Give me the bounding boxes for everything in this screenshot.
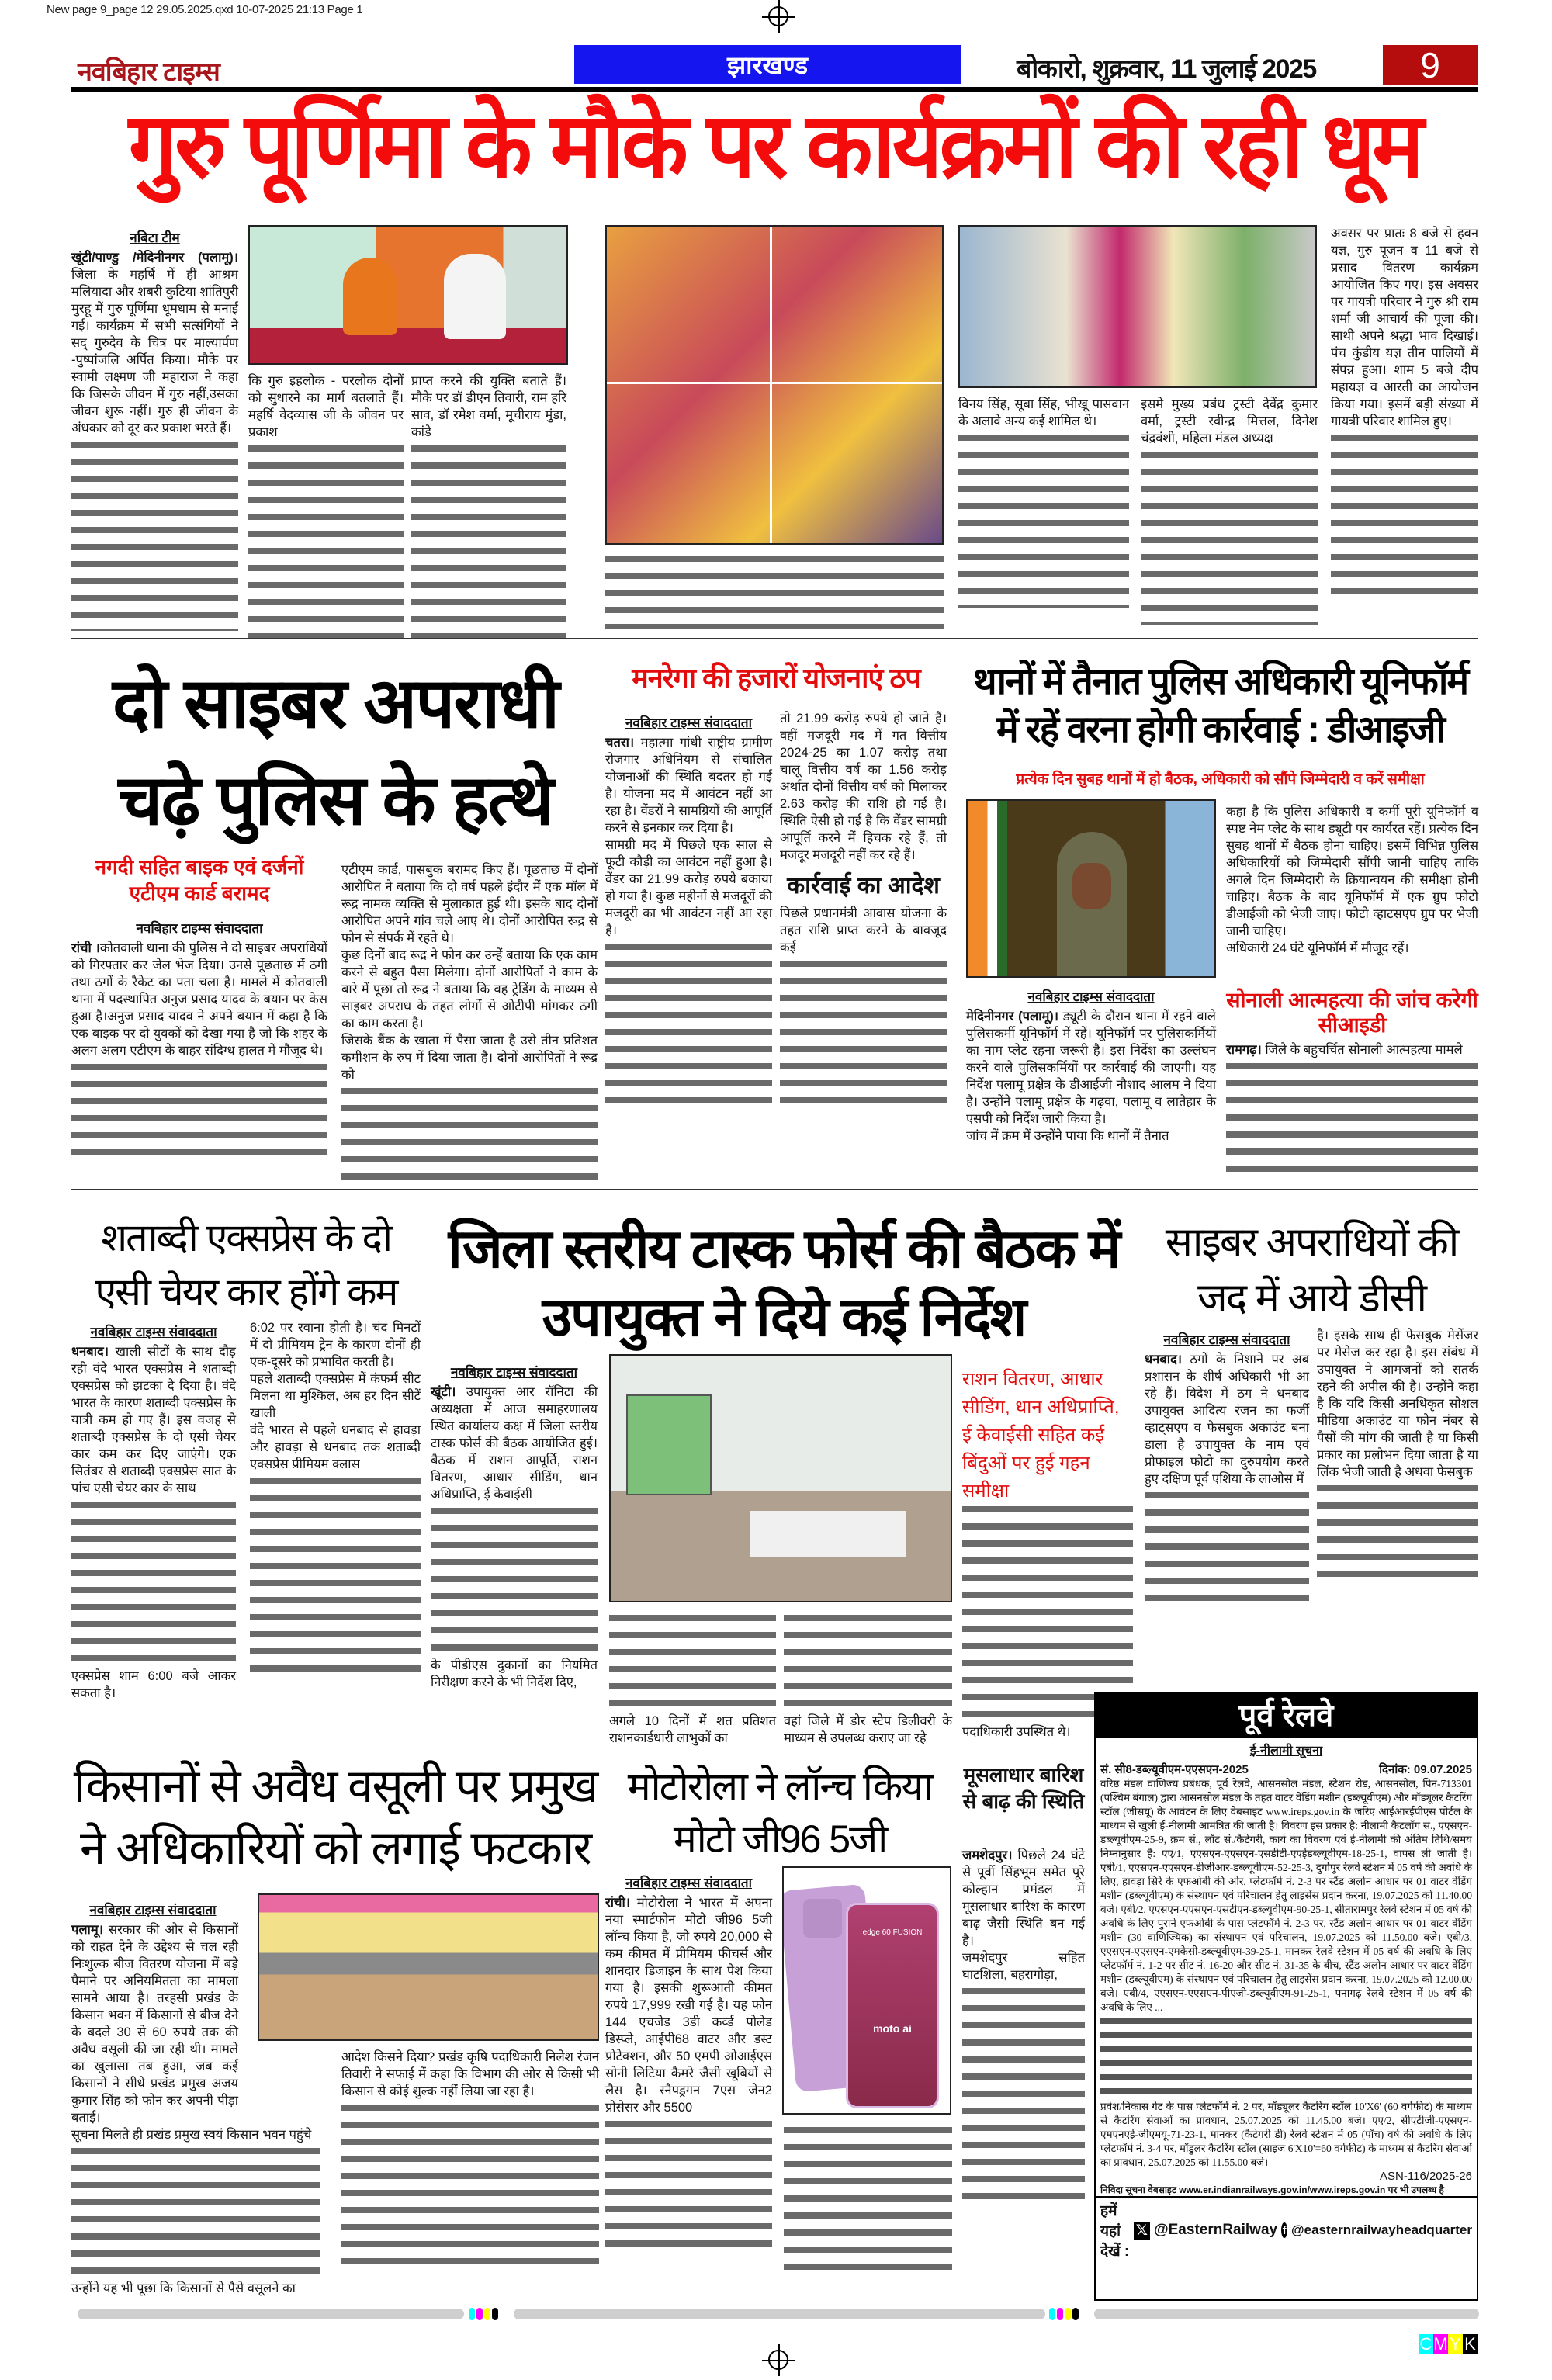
photo-taskforce-meeting <box>609 1354 952 1602</box>
railway-social-row <box>1096 2198 1477 2263</box>
mgnrega-subhead: कार्रवाई का आदेश <box>787 873 940 899</box>
sonali-subhead: सोनाली आत्महत्या की जांच करेगी सीआइडी <box>1226 989 1478 1037</box>
shatabdi-article-col2 <box>250 1319 421 1678</box>
paragraph: उपायुक्त आर रॉनिटा की अध्यक्षता में आज समाहरणालय स्थित कार्यालय कक्ष में जिला स्तरीय टास्क फोर्स की बैठक आयोजित हुई। बैठक में राशन आपूर्ति, राशन वितरण, आधार सीडिंग, धान अधिप्राप्ति, ई केवाईसी <box>431 1385 598 1502</box>
mgnrega-article-col2 <box>780 710 947 1110</box>
guru-article-col5 <box>1141 396 1318 625</box>
paragraph: पिछले 24 घंटे से पूर्वी सिंहभूम समेत पूरे कोल्हान प्रमंडल में मूसलाधार बारिश के कारण बाढ़ जैसी स्थिति बन गई है। <box>962 1848 1085 1948</box>
cmyk-k: K <box>1463 2334 1478 2354</box>
railway-subtitle: ई-नीलामी सूचना <box>1249 1744 1323 1758</box>
registration-mark-icon <box>768 2350 788 2370</box>
mgnrega-headline: मनरेगा की हजारों योजनाएं ठप <box>632 662 920 694</box>
text-lines <box>605 2116 772 2253</box>
paragraph: एटीएम कार्ड, पासबुक बरामद किए हैं। पूछताछ में दोनों आरोपित ने बताया कि दो वर्ष पहले इंदौर में एक मॉल में रूद्र नामक व्यक्ति से मुलाकात हुई थी। इसके बाद दोनों आरोपित अपने गांव चले आए थे। दोनों आरोपित रूद्र से फोन से संपर्क में रहते थे। <box>341 863 598 945</box>
paragraph: है। इसके साथ ही फेसबुक मेसेंजर पर मेसेज कर रहा है। इस संबंध में उपायुक्त ने आमजनों को सतर्क रहने की अपील की है। उन्होंने कहा है कि यदि किसी अनधिकृत सोशल मीडिया अकाउंट या फोन नंबर से पैसों की मांग की जाती है या किसी प्रकार का प्रलोभन दिया जाता है या लिंक भेजी जाती है अथवा फेसबुक <box>1317 1329 1478 1479</box>
section-divider <box>71 638 1478 639</box>
facebook-logo-icon: f <box>1282 2223 1287 2237</box>
byline: नवबिहार टाइम्स संवाददाता <box>136 921 263 936</box>
guru-article-col4 <box>958 396 1129 608</box>
cmyk-y: Y <box>1448 2334 1463 2354</box>
dateline-place: पलामू। <box>71 1923 103 1937</box>
phone-brand-text: edge 60 FUSION <box>862 1928 923 1937</box>
mgnrega-article-col1 <box>605 710 772 1110</box>
paragraph: आदेश किसने दिया? प्रखंड कृषि पदाधिकारी निलेश रंजन तिवारी ने सफाई में कहा कि विभाग की ओर से किसी भी किसान से कोई शुल्क नहीं लिया जा रहा है। <box>341 2050 599 2098</box>
text-lines <box>609 1610 776 1713</box>
motorola-headline: मोटोरोला ने लॉन्च किया मोटो जी96 5जी <box>627 1765 933 1861</box>
paragraph: जिसके बैंक के खाता में पैसा जाता है उसे तीन प्रतिशत कमीशन के रुप में दिया जाता है। दोनों आरोपितों ने रूद्र को <box>341 1034 598 1082</box>
byline: नबिटा टीम <box>130 230 180 245</box>
text-lines <box>780 956 947 1110</box>
paragraph: वहां जिले में डोर स्टेप डिलीवरी के माध्यम से उपलब्ध कराए जा रहे <box>784 1714 952 1745</box>
paragraph: सामग्री मद में पिछले एक साल से फूटी कौड़ी का आवंटन नहीं हुआ है। वेंडर का 21.99 करोड़ रुपये बकाया हो गया है। कुछ महीनों से मजदूरों की मजदूरी का भी आवंटन नहीं आ रहा है। <box>605 838 772 937</box>
page-number: 9 <box>1383 45 1478 85</box>
dig-article-col1 <box>966 984 1216 1145</box>
newspaper-name: नवबिहार टाइम्स <box>78 57 220 87</box>
cmyk-dots <box>1049 2308 1080 2324</box>
flood-article <box>962 1847 1085 2205</box>
paragraph: खाली सीटों के साथ दौड़ रही वंदे भारत एक्सप्रेस ने शताब्दी एक्सप्रेस को झटका दे दिया है। वंदे भारत के कारण शताब्दी एक्सप्रेस के यात्री कम हो गए हैं। इस वजह से शताब्दी एक्सप्रेस के दो एसी चेयर कार कम कर दिए जाएंगे। एक सितंबर से शताब्दी एक्सप्रेस सात के पांच एसी चेयर कार के साथ <box>71 1345 236 1495</box>
registration-mark-icon <box>768 6 788 26</box>
x-handle[interactable]: @EasternRailway <box>1154 2222 1278 2238</box>
taskforce-article-col2 <box>609 1610 776 1747</box>
text-lines <box>341 1083 598 1186</box>
cmyk-dots <box>469 2308 500 2324</box>
paragraph: कुछ दिनों बाद रूद्र ने फोन कर उन्हें बताया कि एक काम करने से बहुत पैसा मिलेगा। दोनों आरोपितों ने काम के बारे में पूछा तो रूद्र ने बताया कि वह ट्रेडिंग के माध्यम से साइबर अपराध के तहत लोगों से ओटीपी मांगकर ठगी का काम करता है। <box>341 948 598 1031</box>
dateline: बोकारो, शुक्रवार, 11 जुलाई 2025 <box>1017 54 1316 84</box>
paragraph: ठगों के निशाने पर अब प्रशासन के शीर्ष अधिकारी भी आ रहे हैं। विदेश में ठग ने धनबाद उपायुक्त आदित्य रंजन का फर्जी व्हाट्सएप व फेसबुक अकाउंट बना डाला है उपायुक्त के नाम एवं प्रोफाइल फोटो का दुरुपयोग करते हुए दक्षिण पूर्व एशिया के लाओस में <box>1145 1353 1309 1486</box>
dateline-place: रांची। <box>605 1896 631 1910</box>
section-label: झारखण्ड <box>574 45 961 84</box>
dateline-place: रामगढ़। <box>1226 1043 1262 1057</box>
cyber-article-col1 <box>71 916 327 1162</box>
taskforce-article-col1 <box>431 1360 598 1691</box>
text-lines <box>1100 2015 1472 2100</box>
photo-dig <box>966 799 1216 978</box>
text-lines <box>71 437 238 631</box>
paragraph: अवसर पर प्रातः 8 बजे से हवन यज्ञ, गुरु पूजन व 11 बजे से प्रसाद वितरण कार्यक्रम आयोजित किए गए। इस अवसर पर गायत्री परिवार ने गुरु श्री राम शर्मा जी आचार्य की पूजा की। साथी अपने श्रद्धा भाव दिखाई।पंच कुंडीय यज्ञ तीन पालियों में संपन्न हुआ। शाम 5 बजे दीप महायज्ञ व आरती का आयोजन किया गया। इसमें बड़ी संख्या में गायत्री परिवार शामिल हुए। <box>1331 227 1478 428</box>
text-lines <box>962 1983 1085 2205</box>
paragraph: जांच में क्रम में उन्होंने पाया कि थानों में तैनात <box>966 1129 1169 1143</box>
railway-ref: सं. सी8-डब्ल्यूवीएम-एएसएन-2025 <box>1100 1763 1249 1776</box>
cyberdc-headline: साइबर अपराधियों की जद में आये डीसी <box>1165 1220 1458 1321</box>
sonali-article <box>1226 1041 1478 1178</box>
paragraph: अगले 10 दिनों में शत प्रतिशत राशनकार्डधारी लाभुकों का <box>609 1714 776 1745</box>
x-logo-icon: 𝕏 <box>1134 2222 1150 2240</box>
railway-ref-row <box>1096 1762 1477 1777</box>
railway-asn: ASN-116/2025-26 <box>1380 2170 1472 2183</box>
shatabdi-article-col1 <box>71 1319 236 1702</box>
text-lines <box>341 2100 599 2271</box>
railway-title: पूर्व रेलवे <box>1096 1693 1477 1738</box>
text-lines <box>431 1503 598 1657</box>
cyber-article-col2 <box>341 861 598 1186</box>
guru-article-col6 <box>1331 225 1478 601</box>
byline: नवबिहार टाइम्स संवाददाता <box>625 1876 753 1890</box>
motorola-article-col2 <box>784 2122 952 2276</box>
railway-date: दिनांक: 09.07.2025 <box>1379 1763 1472 1776</box>
paragraph: कि गुरु इहलोक - परलोक दोनों को सुधारने का मार्ग बतलाते हैं। महर्षि वेदव्यास जी के जीवन पर प्रकाश <box>248 374 404 439</box>
guru-article-col3 <box>411 372 566 646</box>
flood-headline: मूसलाधार बारिश से बाढ़ की स्थिति <box>962 1763 1085 1813</box>
text-lines <box>71 2143 320 2280</box>
guru-article-col1 <box>71 225 238 631</box>
byline: नवबिहार टाइम्स संवाददाता <box>89 1903 217 1918</box>
dig-subhead: प्रत्येक दिन सुबह थानों में हो बैठक, अधिकारी को सौंपे जिम्मेदारी व करें समीक्षा <box>1016 771 1425 788</box>
railway-body: वरिष्ठ मंडल वाणिज्य प्रबंधक, पूर्व रेलवे, आसनसोल मंडल, स्टेशन रोड, आसनसोल, पिन-713301 (पश्चिम बंगाल) द्वारा आसनसोल मंडल के तहत वाटर वेंडिंग मशीन (डब्ल्यूवीएम) और मॉड्यूलर कैटरिंग स्टॉल (जीसयू) के आवंटन के लिए वेबसाइट www.ireps.gov.in के जरिए आईआरईपीएस पोर्टल के माध्यम से खुली ई-नीलामी आमंत्रित की जाती है। विवरण इस प्रकार है: नीलामी कैटलॉग सं., एएसएन-डब्ल्यूवीएम-25-9, क्रम सं., लॉट सं./कैटेगरी, कार्य का विवरण एवं ई-नीलामी की अंतिम तिथि/समय निम्नानुसार हैं: एए/1, एएसएन-एएसएन-एसडीटी-एएईडब्ल्यूवीएम-18-25-1, वापस ली जाती है। एबी/1, एएसएन-एएसएन-डीजीआर-डब्ल्यूवीएम-52-25-3, दुर्गापुर रेलवे स्टेशन में 05 वर्ष की अवधि के लिए, हावड़ा सिरे के एफओबी की ओर, प्लेटफॉर्म नं. 2-3 पर स्टैंड अलोन आधार पर 01 वाटर वेंडिंग मशीन (डब्ल्यूवीएम) के संस्थापन एवं परिचालन हेतु लाइसेंस प्रदान करना, 19.07.2025 को 11.40.00 बजे। एबी/2, एएसएन-एएसएन-एसटीएन-डब्ल्यूवीएम-90-25-1, सीतारामपुर रेलवे स्टेशन में 05 वर्ष की अवधि के लिए पुराने एफओबी के पास प्लेटफॉर्म नं. 2-3 पर, स्टैंड अलोन आधार पर 01 वाटर वेंडिंग मशीन (30 वाणिज्यिक) का संस्थापन एवं परिचालन, 19.07.2025 को 11.50.00 बजे। एबी/3, एएसएन-एएसएन-एमकेसी-डब्ल्यूवीएम-39-25-1, मानकर रेलवे स्टेशन में 05 वर्ष की अवधि के लिए प्लेटफॉर्म नं. 1-2 पर सीट नं. 16-20 और सीट नं. 31-35 के बीच, स्टैंड अलोन आधार पर वाटर वेंडिंग मशीन (डब्ल्यूवीएम) के संस्थापन एवं परिचालन हेतु लाइसेंस प्रदान करना, 19.07.2025 को 12.00.00 बजे। एबी/4, एएसएन-एएसएन-पीएजी-डब्ल्यूवीएम-91-25-1, पनागढ़ रेलवे स्टेशन में 05 वर्ष की अवधि के लिए ... <box>1100 1778 1472 2013</box>
paragraph: प्राप्त करने की युक्ति बताते हैं।मौके पर डॉ डीएन तिवारी, राम हरि साव, डॉ रमेश वर्मा, मूचीराय मुंडा, कांडे <box>411 374 566 439</box>
paragraph: वंदे भारत से पहले धनबाद से हावड़ा और हावड़ा से धनबाद तक शताब्दी एक्सप्रेस प्रीमियम क्लास <box>250 1423 421 1471</box>
follow-label: हमें यहां देखें : <box>1100 2203 1130 2260</box>
photo-moto-phone <box>782 1866 951 2115</box>
paragraph: जमशेदपुर सहित घाटशिला, बहरागोड़ा, <box>962 1951 1085 1982</box>
shatabdi-headline: शताब्दी एक्सप्रेस के दो एसी चेयर कार होंगे कम <box>95 1216 397 1314</box>
guru-article-col2 <box>248 372 404 646</box>
byline: नवबिहार टाइम्स संवाददाता <box>90 1325 217 1339</box>
dateline-place: खूंटी/पाण्डु /मेदिनीनगर (पलामू)। <box>71 251 238 265</box>
text-lines <box>1331 430 1478 601</box>
paragraph: पिछले प्रधानमंत्री आवास योजना के तहत राशि प्राप्त करने के बावजूद कई <box>780 906 947 954</box>
color-bar <box>1094 2309 1479 2319</box>
taskforce-subhead: राशन वितरण, आधार सीडिंग, धान अधिप्राप्ति, ई केवाईसी सहित कई बिंदुओं पर हुई गहन समीक्षा <box>962 1369 1120 1502</box>
section-divider <box>71 1189 1478 1190</box>
paragraph: सरकार की ओर से किसानों को राहत देने के उद्देश्य से चल रही निःशुल्क बीज वितरण योजना में बड़े पैमाने पर अनियमितता का मामला सामने आया है। तरहसी प्रखंड के किसान भवन में किसानों से बीज देने के बदले 30 से 60 रुपये तक की अवैध वसूली की जा रही थी। मामले का खुलासा तब हुआ, जब कई किसानों ने सीधे प्रखंड प्रमुख अजय कुमार सिंह को फोन कर अपनी पीड़ा बताई। <box>71 1923 238 2125</box>
text-lines <box>1226 1058 1478 1178</box>
paragraph: इसमे मुख्य प्रबंध ट्रस्टी देवेंद्र कुमार वर्मा, ट्रस्टी रवीन्द्र मित्तल, दिनेश चंद्रवंशी, महिला मंडल अध्यक्ष <box>1141 397 1318 445</box>
byline: नवबिहार टाइम्स संवाददाता <box>625 715 753 730</box>
motorola-article-col1 <box>605 1870 772 2253</box>
dateline-place: धनबाद। <box>71 1345 109 1359</box>
dig-headline: थानों में तैनात पुलिस अधिकारी यूनिफॉर्म में रहें वरना होगी कार्रवाई : डीआइजी <box>972 661 1468 750</box>
text-lines <box>1317 1481 1478 1583</box>
paragraph: जिले के बहुचर्चित सोनाली आत्महत्या मामले <box>1261 1043 1463 1057</box>
cmyk-c: C <box>1419 2334 1432 2354</box>
paragraph: के पीडीएस दुकानों का नियमित निरीक्षण करने के भी निर्देश दिए, <box>431 1658 598 1689</box>
photo-guru-discourse <box>248 225 568 365</box>
text-lines <box>1141 447 1318 625</box>
dateline-place: खूंटी। <box>431 1385 456 1399</box>
guru-photo-caption-text <box>605 551 944 629</box>
paragraph: 6:02 पर रवाना होती है। चंद मिनटों में दो प्रीमियम ट्रेन के कारण दोनों ही एक-दूसरे को प्रभावित करती है। <box>250 1321 421 1369</box>
byline: नवबिहार टाइम्स संवाददाता <box>1163 1332 1290 1347</box>
color-bar <box>78 2309 464 2319</box>
cyber-subhead: नगदी सहित बाइक एवं दर्जनों एटीएम कार्ड बरामद <box>95 855 304 905</box>
dateline-place: मेदिनीनगर (पलामू)। <box>966 1010 1059 1024</box>
paragraph: विनय सिंह, सूबा सिंह, भीखू पासवान के अलावे अन्य कई शामिल थे। <box>958 397 1129 428</box>
text-lines <box>605 939 772 1110</box>
taskforce-headline: जिला स्तरीय टास्क फोर्स की बैठक में उपायुक्त ने दिये कई निर्देश <box>448 1218 1120 1347</box>
text-lines <box>962 1502 1133 1724</box>
byline: नवबिहार टाइम्स संवाददाता <box>1027 989 1155 1004</box>
dateline-place: चतरा। <box>605 736 635 750</box>
text-lines <box>71 1497 236 1668</box>
farmers-headline: किसानों से अवैध वसूली पर प्रमुख ने अधिकारियों को लगाई फटकार <box>73 1760 598 1874</box>
print-slug: New page 9_page 12 29.05.2025.qxd 10-07-2025 21:13 Page 1 <box>47 3 363 16</box>
paragraph: सूचना मिलते ही प्रखंड प्रमुख स्वयं किसान भवन पहुंचे <box>71 2128 312 2142</box>
color-bar <box>514 2309 1045 2319</box>
main-headline: गुरु पूर्णिमा के मौके पर कार्यक्रमों की रही धूम <box>128 94 1422 197</box>
farmers-article-col2 <box>341 2049 599 2271</box>
text-lines <box>1145 1488 1309 1604</box>
paragraph: पदाधिकारी उपस्थित थे। <box>962 1725 1071 1739</box>
taskforce-article-col3 <box>784 1610 952 1747</box>
paragraph: महात्मा गांधी राष्ट्रीय ग्रामीण रोजगार अधिनियम से संचालित योजनाओं की स्थिति बदतर हो गई है। योजना मद में आवंटन नहीं आ रहा है। वेंडरों ने सामग्रियों की आपूर्ति करने से इनकार कर दिया है। <box>605 736 772 835</box>
cyber-headline: दो साइबर अपराधी चढ़े पुलिस के हत्थे <box>112 665 559 840</box>
railway-e-auction-notice <box>1094 1692 1478 2301</box>
paragraph: ड्यूटी के दौरान थाना में रहने वाले पुलिसकर्मी यूनिफॉर्म में रहें। यूनिफॉर्म पर पुलिसकर्मियों का नाम प्लेट रहना जरूरी है। इस निर्देश का उल्लंघन करने वाले पुलिसकर्मियों पर कार्रवाई की जाएगी। यह निर्देश पलामू प्रक्षेत्र के डीआईजी नौशाद आलम ने दिया है। उन्होंने पलामू प्रक्षेत्र के गढ़वा, पलामू व लातेहार के एसपी को निर्देश जारी किया है। <box>966 1010 1216 1126</box>
paragraph: जिला के महर्षि में हीं आश्रम मलियादा और शबरी कुटिया शांतिपुरी मुरहू में गुरु पूर्णिमा धूमधाम से मनाई गई। कार्यक्रम में सभी सत्संगियों ने सद् गुरुदेव के चित्र पर माल्यार्पण -पुष्पांजलि अर्पित किया। मौके पर स्वामी लक्ष्मण जी महाराज ने कहा कि जिसके जीवन में गुरु नहीं,उसका जीवन शुरू नहीं। गुरु ही जीवन के अंधकार को दूर कर प्रकाश भरते हैं। <box>71 268 238 435</box>
dig-article-col2 <box>1226 803 1478 957</box>
text-lines <box>958 430 1129 608</box>
text-lines <box>71 1059 327 1162</box>
paragraph: मोटोरोला ने भारत में अपना नया स्मार्टफोन मोटो जी96 5जी लॉन्च किया है, जो रुपये 20,000 से कम कीमत में प्रीमियम फीचर्स और शानदार डिजाइन के साथ पेश किया गया है। इसकी शुरूआती कीमत रुपये 17,999 रखी गई है। यह फोन 144 एचजेड 3डी कर्व्ड पोलेड डिस्प्ले, आईपी68 वाटर और डस्ट प्रोटेक्शन, और 50 एमपी ओआईएस सोनी लिटिया कैमरे जैसी खूबियों से लैस है। स्नैपड्रगन 7एस जेन2 प्रोसेसर और 5500 <box>605 1896 772 2115</box>
cmyk-m: M <box>1433 2334 1448 2354</box>
text-lines <box>784 1610 952 1713</box>
paragraph: कहा है कि पुलिस अधिकारी व कर्मी पूरी यूनिफॉर्म व स्पष्ट नेम प्लेट के साथ ड्यूटी पर कार्यरत रहें। प्रत्येक दिन सुबह थानों में बैठक होना चाहिए। इसमें विभिन्न पुलिस अधिकारियों को जिम्मेदारी सौंपी जानी चाहिए ताकि अगले दिन जिम्मेदारी के क्रियान्वयन की समीक्षा होनी चाहिए। बैठक के बाद यूनिफॉर्म में एक ग्रुप फोटो डीआईजी को भेजी जाए। फोटो व्हाटसएप ग्रुप पर भेजी जानी चाहिए। <box>1226 805 1478 938</box>
paragraph: कोतवाली थाना की पुलिस ने दो साइबर अपराधियों को गिरफ्तार कर जेल भेज दिया। उनसे पूछताछ में ठगी तथा ठगों के रैकेट का पता चला है। मामले में कोतवाली थाना में पदस्थापित अनुज प्रसाद यादव के बयान पर केस हुआ है।अनुज प्रसाद यादव ने अपने बयान में कहा है कि एक बाइक पर दो युवकों को देखा गया है जो कि शहर के अलग अलग एटीएम के बाहर संदिग्ध हालत में मौजूद थे। <box>71 941 327 1058</box>
cyberdc-article-col1 <box>1145 1327 1309 1604</box>
paragraph: उन्होंने यह भी पूछा कि किसानों से पैसे वसूलने का <box>71 2281 296 2295</box>
text-lines <box>784 2122 952 2276</box>
dateline-place: रांची । <box>71 941 100 955</box>
railway-website-note: निविदा सूचना वेबसाइट www.er.indianrailways.gov.in/www.ireps.gov.in पर भी उपलब्ध है <box>1096 2183 1477 2198</box>
photo-collage-guru-puja <box>605 225 944 545</box>
cyberdc-article-col2 <box>1317 1327 1478 1583</box>
text-lines <box>250 1473 421 1678</box>
phone-ai-text: moto ai <box>873 2022 912 2035</box>
paragraph: तो 21.99 करोड़ रुपये हो जाते हैं। वहीं मजदूरी मद में गत वित्तीय 2024-25 का 1.07 करोड़ तथा चालू वित्तीय वर्ष का 1.56 करोड़ अर्थात दोनों वित्तीय वर्ष को मिलाकर 2.63 करोड़ की राशि हो गई है। स्थिति ऐसी हो गई है कि वेंडर सामग्री आपूर्ति करने में हिचक रहे हैं, तो मजदूर मजदूरी नहीं कर रहे हैं। <box>780 712 947 862</box>
paragraph: पहले शताब्दी एक्सप्रेस में कंफर्म सीट मिलना था मुश्किल, अब हर दिन सीटें खाली <box>250 1372 421 1420</box>
byline: नवबिहार टाइम्स संवाददाता <box>450 1365 578 1380</box>
text-lines <box>411 441 566 646</box>
text-lines <box>605 551 944 629</box>
cmyk-legend <box>1419 2334 1478 2354</box>
railway-body-end: प्रवेश/निकास गेट के पास प्लेटफॉर्म नं. 2 पर, मॉड्यूलर कैटरिंग स्टॉल 10'X6' (60 वर्गफीट) के माध्यम से कैटरिंग सेवाओं का प्रावधान, 25.07.2025 को 11.45.00 बजे। एए/2, सीएटीजी-एएसएन-एमएनएई-जीएमयू-71-23-1, मानकर (कैटेगरी डी) रेलवे स्टेशन में 05 (पाँच) वर्ष की अवधि के लिए प्लेटफॉर्म नं. 3-4 पर, मॉडुलर कैटरिंग स्टॉल (साइज 6'X10'=60 वर्गफीट) के माध्यम से कैटरिंग सेवाओं का प्रावधान, 25.07.2025 को 11.55.00 बजे। <box>1100 2101 1472 2168</box>
paragraph: एक्सप्रेस शाम 6:00 बजे आकर सकता है। <box>71 1669 236 1700</box>
text-lines <box>248 441 404 646</box>
photo-guru-felicitation <box>958 225 1317 388</box>
facebook-handle[interactable]: @easternrailwayheadquarter <box>1291 2222 1472 2237</box>
dateline-place: धनबाद। <box>1145 1353 1183 1367</box>
dateline-place: जमशेदपुर। <box>962 1848 1013 1862</box>
paragraph: अधिकारी 24 घंटे यूनिफॉर्म में मौजूद रहें। <box>1226 941 1409 955</box>
photo-farmers <box>258 1893 599 2041</box>
